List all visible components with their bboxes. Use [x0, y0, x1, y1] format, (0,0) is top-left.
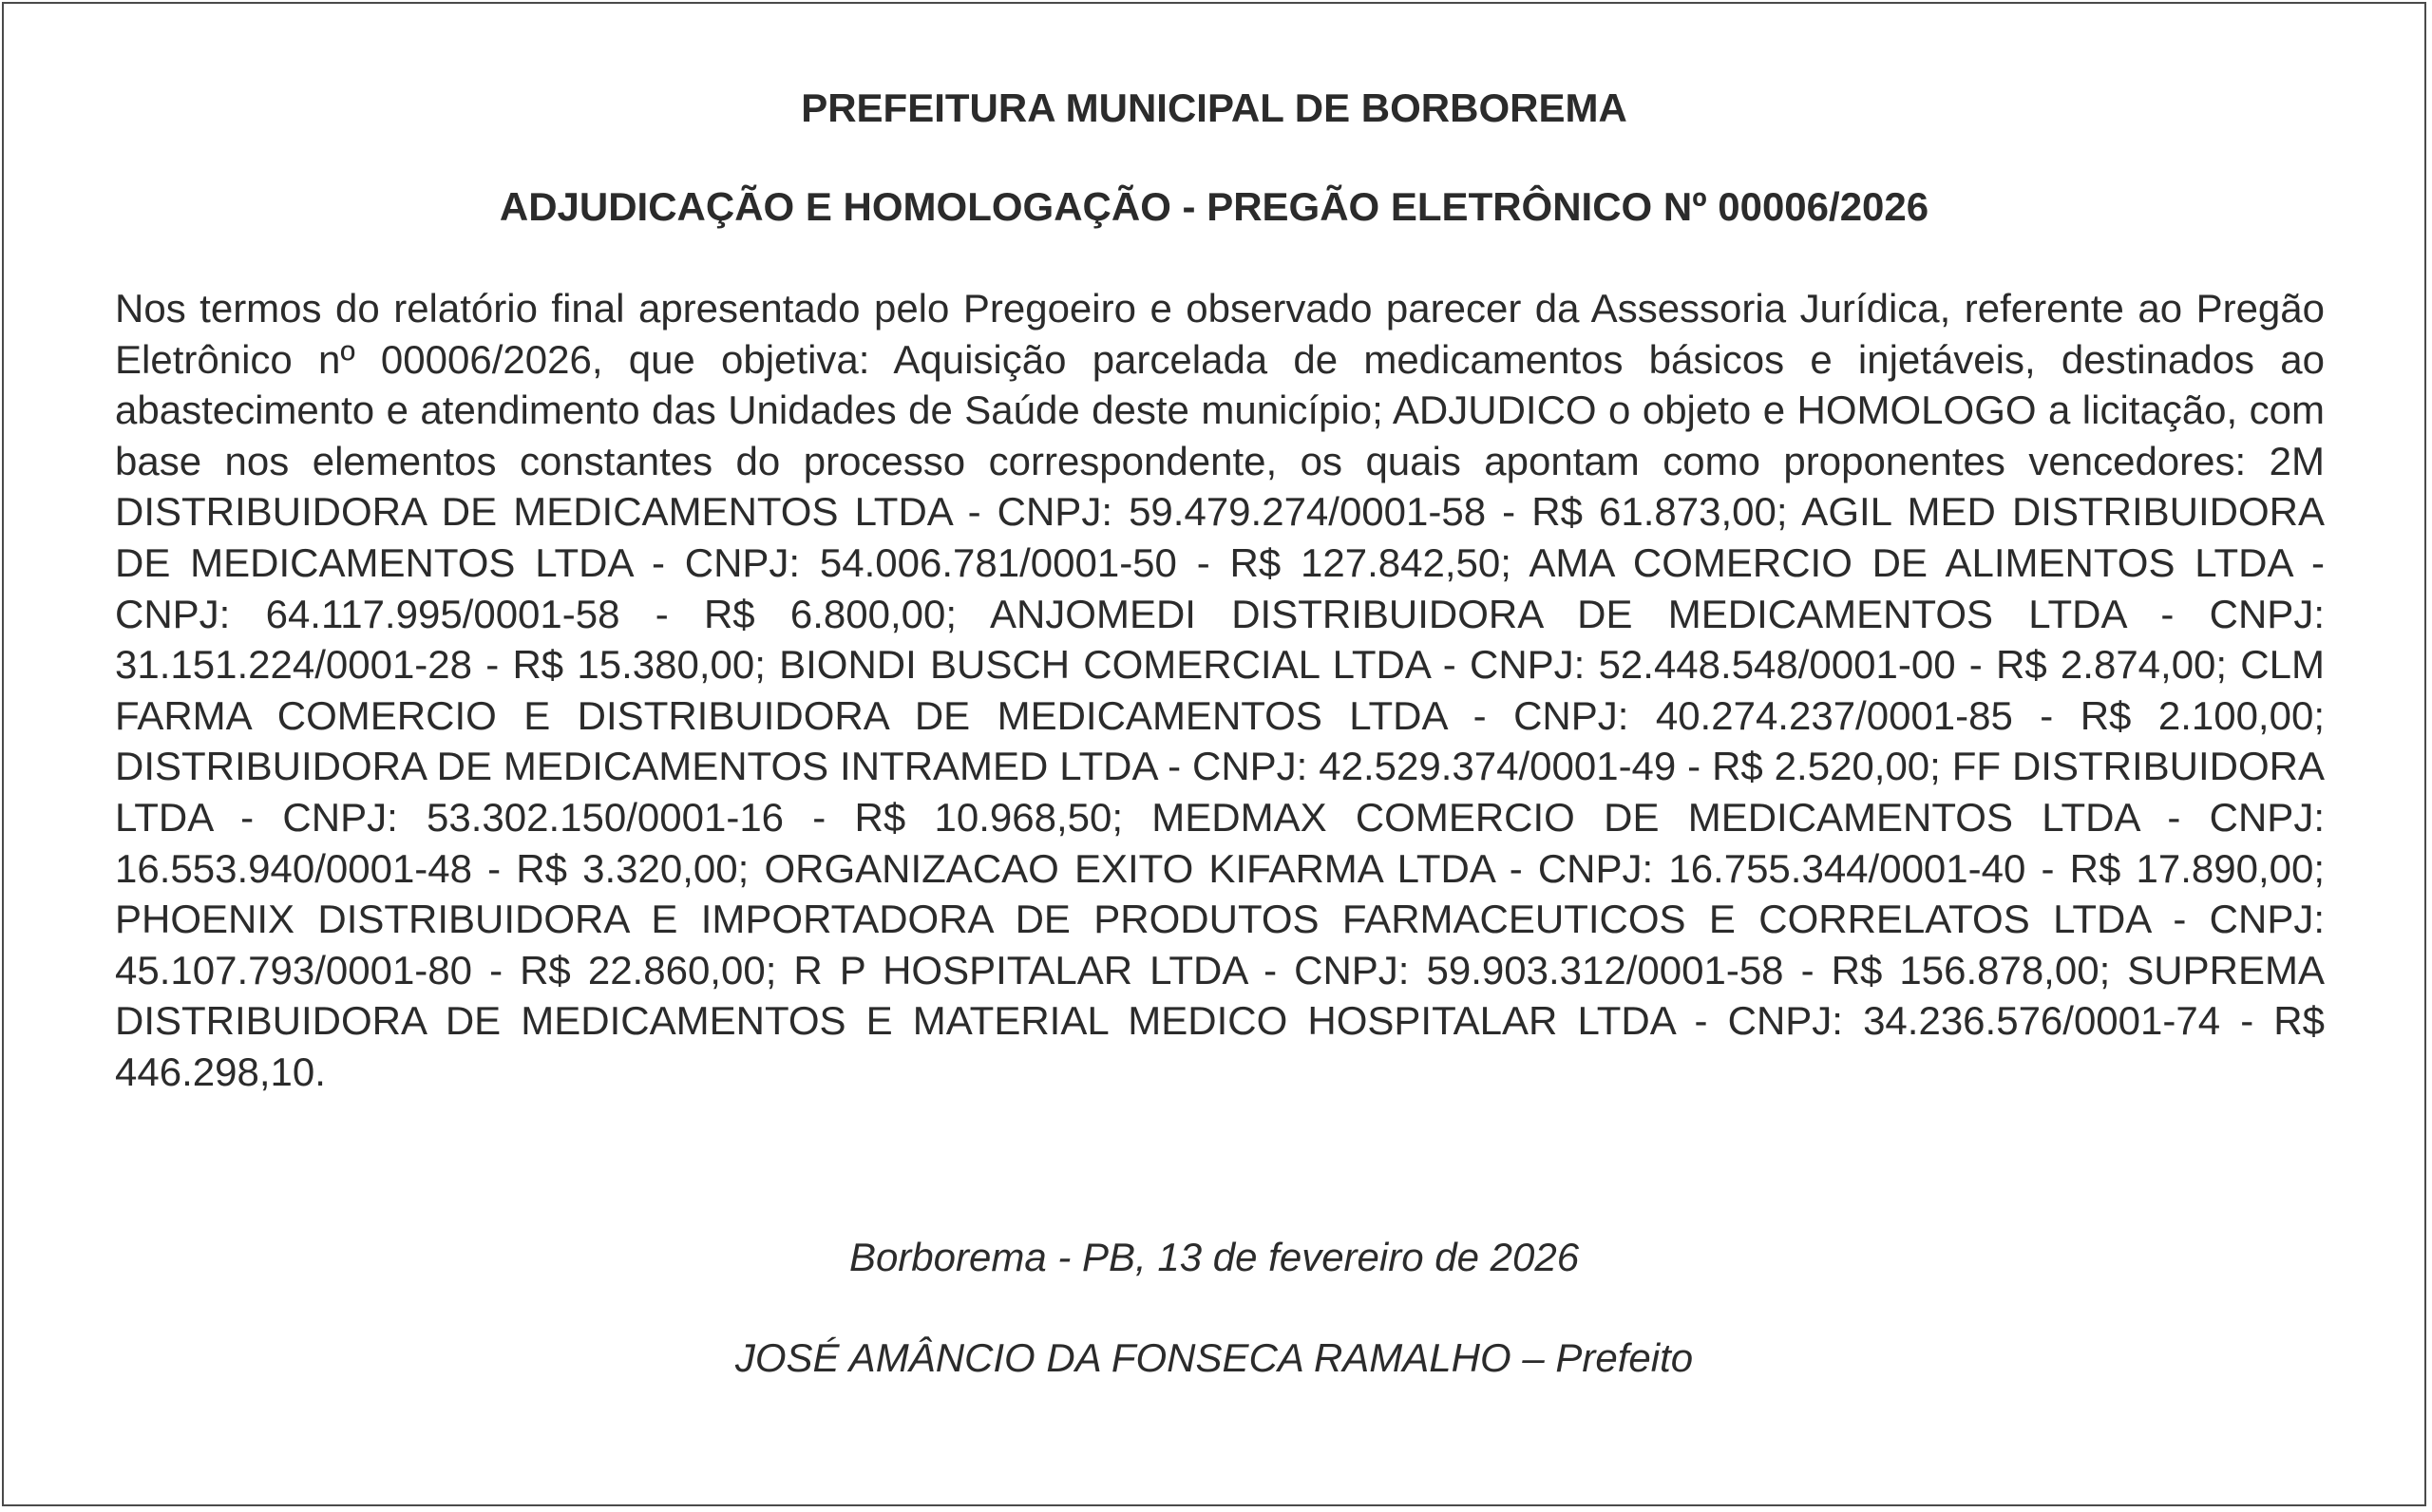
notice-title: ADJUDICAÇÃO E HOMOLOGAÇÃO - PREGÃO ELETRÔNICO Nº 00006/2026 — [499, 184, 1929, 229]
notice-frame — [2, 2, 2426, 1506]
place-date: Borborema - PB, 13 de fevereiro de 2026 — [848, 1235, 1580, 1279]
signer-name: JOSÉ AMÂNCIO DA FONSECA RAMALHO – Prefeito — [734, 1335, 1694, 1380]
notice-body-text: Nos termos do relatório final apresentado pelo Pregoeiro e observado parecer da Assessoria Jurídica, referente ao Pregão Eletrônico nº 00006/2026, que objetiva: Aquisição parcelada de medicamentos básicos e injetáveis, destinados ao abastecimento e atendimento das Unidades de Saúde deste município; ADJUDICO o objeto e HOMOLOGO a licitação, com base nos elementos constantes do processo correspondente, os quais apontam como proponentes vencedores: 2M DISTRIBUIDORA DE MEDICAMENTOS LTDA - CNPJ: 59.479.274/0001-58 - R$ 61.873,00; AGIL MED DISTRIBUIDORA DE MEDICAMENTOS LTDA - CNPJ: 54.006.781/0001-50 - R$ 127.842,50; AMA COMERCIO DE ALIMENTOS LTDA - CNPJ: 64.117.995/0001-58 - R$ 6.800,00; ANJOMEDI DISTRIBUIDORA DE MEDICAMENTOS LTDA - CNPJ: 31.151.224/0001-28 - R$ 15.380,00; BIONDI BUSCH COMERCIAL LTDA - CNPJ: 52.448.548/0001-00 - R$ 2.874,00; CLM FARMA COMERCIO E DISTRIBUIDORA DE MEDICAMENTOS LTDA - CNPJ: 40.274.237/0001-85 - R$ 2.100,00; DISTRIBUIDORA DE MEDICAMENTOS INTRAMED LTDA - CNPJ: 42.529.374/0001-49 - R$ 2.520,00; FF DISTRIBUIDORA LTDA - CNPJ: 53.302.150/0001-16 - R$ 10.968,50; MEDMAX COMERCIO DE MEDICAMENTOS LTDA - CNPJ: 16.553.940/0001-48 - R$ 3.320,00; ORGANIZACAO EXITO KIFARMA LTDA - CNPJ: 16.755.344/0001-40 - R$ 17.890,00; PHOENIX DISTRIBUIDORA E IMPORTADORA DE PRODUTOS FARMACEUTICOS E CORRELATOS LTDA - CNPJ: 45.107.793/0001-80 - R$ 22.860,00; R P HOSPITALAR LTDA - CNPJ: 59.903.312/0001-58 - R$ 156.878,00; SUPREMA DISTRIBUIDORA DE MEDICAMENTOS E MATERIAL MEDICO HOSPITALAR LTDA - CNPJ: 34.236.576/0001-74 - R$ 446.298,10. — [115, 286, 2325, 1094]
organization-heading: PREFEITURA MUNICIPAL DE BORBOREMA — [801, 85, 1627, 130]
